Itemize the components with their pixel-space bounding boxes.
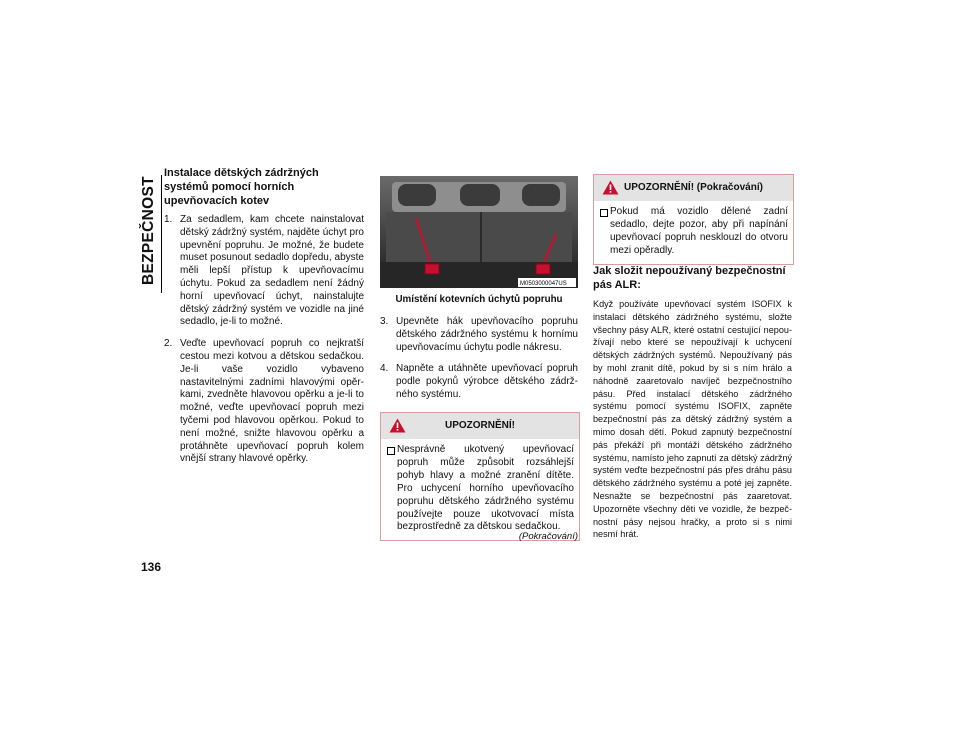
warning-box-continued [593, 174, 794, 265]
step-number: 4. [380, 363, 389, 375]
column-1 [164, 166, 364, 475]
checkbox-square-icon [600, 209, 608, 217]
step-text: Veďte upevňovací popruh co nejkratší cestou mezi kotvou a dětskou sedačkou. Je-li vaše vozidlo vybaveno nastavitelnými zadními hlavovými opěr-kami, zvedněte hlavovou opěrku a je-li to možné, veďte upevňovací popruh mezi tyčemi pod hlavovou opěrkou. Pokud to není možné, snižte hlavovou opěrku a protáhněte upevňovací popruh kolem vnější strany hlavové opěrky. [180, 338, 364, 465]
list-item [164, 338, 364, 466]
steps-list-2 [380, 316, 578, 402]
tether-anchor-photo [380, 176, 578, 288]
step-text: Napněte a utáhněte upevňovací popruh podle pokynů výrobce dětského zádrž-ného systému. [396, 363, 578, 400]
warning-box [380, 412, 580, 541]
section-heading: Instalace dětských zádržných systémů pomocí horních upevňovacích kotev [164, 167, 319, 207]
section-label: BEZPEČNOST [140, 176, 157, 286]
warning-item [599, 206, 788, 258]
column-2 [380, 316, 578, 411]
figure-caption: Umístění kotevních úchytů popruhu [395, 294, 563, 305]
column-3 [593, 264, 792, 541]
step-number: 3. [380, 316, 389, 327]
body-paragraph: Když používáte upevňovací systém ISOFIX k instalaci dětského zádržného systému, složte všechny pásy ALR, které ostatní cestující nepou-žívají nebo které se nepoužívají k uchycení dětských zádržných systémů. Nepoužívaný pás by mohl zranit dítě, pokud by si s ním hrálo a náhodně zaaretovalo navíječ bezpečnostního pásu. Před instalací dětského zádržného systému pomocí systému ISOFIX, zapněte bezpečnostní pás za dětský zádržný systém a mimo dosah dětí. Pokud zapnutý bezpečnostní pás překáží při montáži dětského zádržného systému, namísto jeho zapnutí za dětský zádržný systém veďte bezpečnostní pás přes dráhu pásu dětského zádržného systému a poté jej zapněte. Nesnažte se bezpečnostní pás zaaretovat. Upozorněte všechny děti ve vozidle, že bezpeč-nostní pásy nejsou hračky, a proto si s nimi nesmí hrát. [593, 299, 792, 540]
warning-item [386, 444, 574, 534]
warning-header [594, 175, 793, 201]
figure-code: M0503000047US [520, 281, 567, 287]
list-item [380, 363, 578, 401]
steps-list-1 [164, 214, 364, 466]
continued-label: (Pokračování) [518, 531, 578, 542]
warning-body [594, 201, 793, 264]
section-divider [161, 175, 162, 293]
page-number: 136 [141, 560, 162, 574]
list-item [380, 316, 578, 354]
step-text: Upevněte hák upevňovacího popruhu dětského zádržného systému k hornímu upevňovacímu úchytu podle nákresu. [396, 316, 578, 353]
list-item [164, 214, 364, 329]
step-number: 2. [164, 338, 173, 350]
checkbox-square-icon [387, 447, 395, 455]
warning-header [381, 413, 579, 439]
warning-title: UPOZORNĚNÍ! [445, 420, 515, 431]
section-tab [138, 175, 160, 287]
warning-body [381, 439, 579, 540]
step-number: 1. [164, 214, 173, 225]
section-heading: Jak složit nepoužívaný bezpečnostní pás ALR: [593, 265, 786, 291]
step-text: Za sedadlem, kam chcete nainstalovat dětský zádržný systém, najděte úchyt pro upevnění popruhu. Je možné, že budete muset posunout sedadlo dopředu, abyste měli lepší přístup k upevňovacímu úchytu. Pokud za sedadlem není žádný horní upevňovací úchyt, nainstalujte dětský zádržný systém ve vozidle na jiné sedadlo, je-li to možné. [180, 214, 364, 328]
warning-title: UPOZORNĚNÍ! (Pokračování) [624, 182, 763, 193]
warning-text: Pokud má vozidlo dělené zadní sedadlo, dejte pozor, aby při napínání upevňovací popruh nesklouzl do otvoru mezi opěradly. [610, 206, 788, 256]
warning-text: Nesprávně ukotvený upevňovací popruh může způsobit rozsáhlejší pohyb hlavy a možné zranění dítěte. Pro uchycení horního upevňovacího popruhu dětského zádržného systému používejte pouze ukotvovací místa bezprostředně za dětskou sedačkou. [397, 444, 574, 533]
